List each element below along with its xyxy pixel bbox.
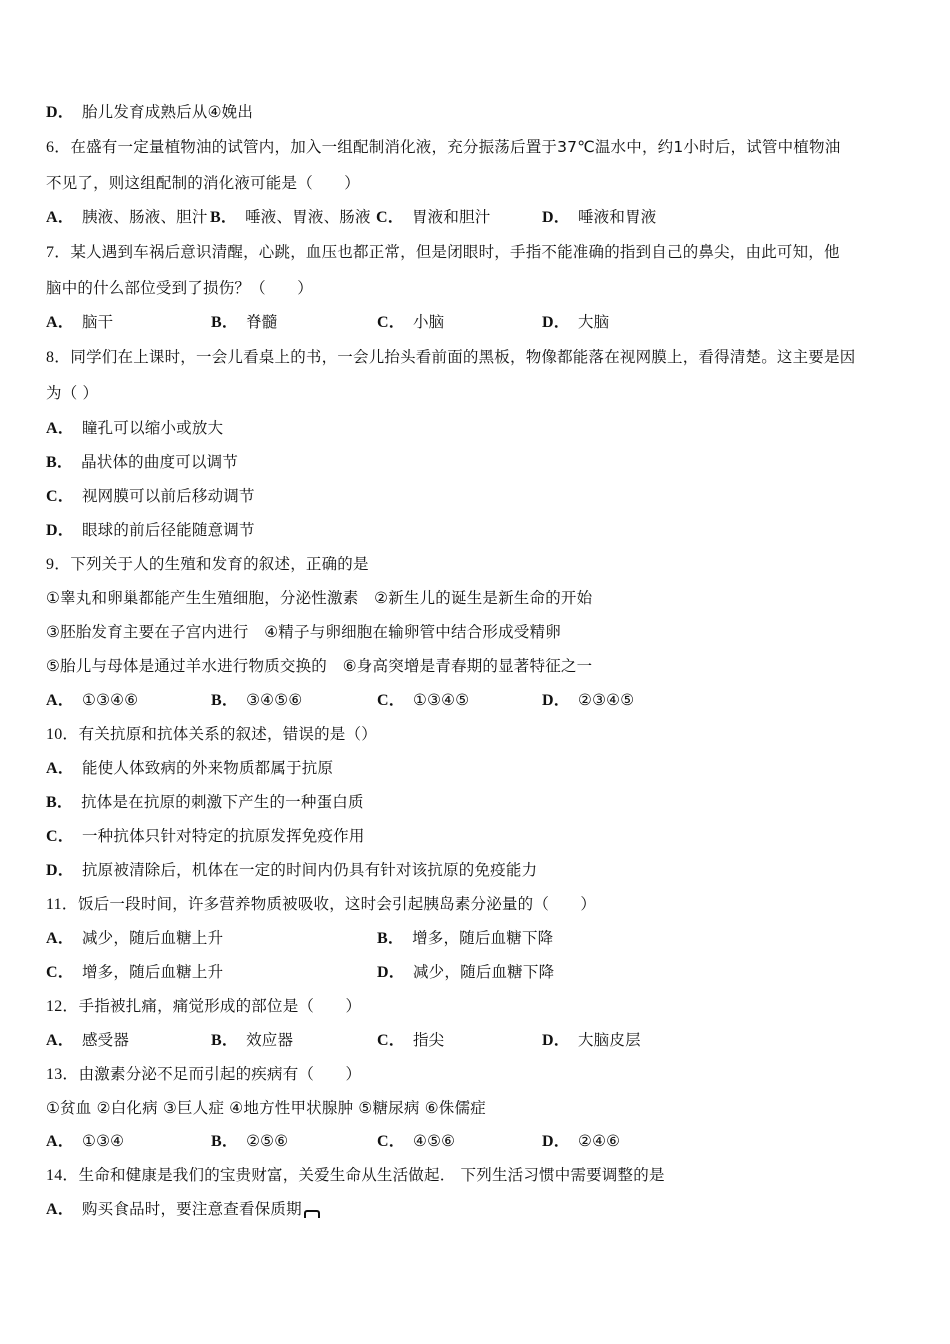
question-8-stem-cont: 为（ ） [46, 384, 99, 402]
question-12-stem: 12．手指被扎痛，痛觉形成的部位是（ ） [46, 997, 362, 1015]
question-6-stem-cont [46, 173, 360, 193]
option-d: D． 唾液和胃液 [542, 208, 657, 226]
option-a: A． 胰液、肠液、胆汁 [46, 208, 208, 226]
option-a: A． 瞳孔可以缩小或放大 [46, 419, 224, 437]
option-c: C． 增多，随后血糖上升 [46, 963, 224, 981]
option-b: B． ③④⑤⑥ [211, 691, 303, 709]
question-14-stem: 14．生命和健康是我们的宝贵财富，关爱生命从生活做起． 下列生活习惯中需要调整的是 [46, 1166, 665, 1184]
option-b: B． 抗体是在抗原的刺激下产生的一种蛋白质 [46, 793, 364, 811]
question-7-stem: 7．某人遇到车祸后意识清醒，心跳，血压也都正常，但是闭眼时，手指不能准确的指到自己的鼻尖，由此可知，他 [46, 243, 840, 261]
question-11-options-row1 [46, 928, 926, 948]
option-d: D． 抗原被清除后，机体在一定的时间内仍具有针对该抗原的免疫能力 [46, 861, 538, 879]
option-b: B． 增多，随后血糖下降 [377, 929, 554, 947]
question-6-stem [46, 137, 840, 158]
option-a: A． 减少，随后血糖上升 [46, 929, 224, 947]
option-c: C． ④⑤⑥ [377, 1132, 456, 1150]
option-c: C． ①③④⑤ [377, 691, 470, 709]
option-d: D． 减少，随后血糖下降 [377, 963, 555, 981]
question-13-stem: 13．由激素分泌不足而引起的疾病有（ ） [46, 1065, 362, 1083]
text-cursor-mark-icon [304, 1210, 320, 1218]
option-line [46, 102, 253, 123]
question-9-stem: 9．下列关于人的生殖和发育的叙述，正确的是 [46, 555, 369, 573]
option-b: B． 脊髓 [211, 313, 278, 331]
option-d: D． 眼球的前后径能随意调节 [46, 521, 255, 539]
option-c: C． 视网膜可以前后移动调节 [46, 487, 255, 505]
question-11-options-row2 [46, 962, 926, 982]
option-a: A． 脑干 [46, 313, 114, 331]
statement-line: ①贫血 ②白化病 ③巨人症 ④地方性甲状腺肿 ⑤糖尿病 ⑥侏儒症 [46, 1099, 486, 1117]
option-a: A． ①③④⑥ [46, 691, 139, 709]
question-text: 不见了，则这组配制的消化液可能是（ ） [46, 174, 361, 192]
option-d: D． ②④⑥ [542, 1132, 621, 1150]
statement-line: ①睾丸和卵巢都能产生生殖细胞，分泌性激素 ②新生儿的诞生是新生命的开始 [46, 589, 593, 607]
option-d: D． ②③④⑤ [542, 691, 635, 709]
question-11-stem: 11．饭后一段时间，许多营养物质被吸收，这时会引起胰岛素分泌量的（ ） [46, 895, 597, 913]
question-7-stem-cont: 脑中的什么部位受到了损伤？（ ） [46, 279, 313, 297]
question-6-options [46, 207, 926, 227]
option-d: D． 大脑皮层 [542, 1031, 641, 1049]
question-10-stem: 10．有关抗原和抗体关系的叙述，错误的是（） [46, 725, 377, 743]
question-9-options [46, 690, 926, 710]
option-c: C． 一种抗体只针对特定的抗原发挥免疫作用 [46, 827, 365, 845]
option-d: D． 大脑 [542, 313, 610, 331]
statement-line: ⑤胎儿与母体是通过羊水进行物质交换的 ⑥身高突增是青春期的显著特征之一 [46, 657, 593, 675]
option-b: B． 晶状体的曲度可以调节 [46, 453, 239, 471]
option-text: 胎儿发育成熟后从④娩出 [81, 103, 254, 121]
question-8-stem: 8．同学们在上课时，一会儿看桌上的书，一会儿抬头看前面的黑板，物像都能落在视网膜上，看得清楚。这主要是因 [46, 348, 856, 366]
question-12-options [46, 1030, 926, 1050]
option-c: C． 小脑 [377, 313, 445, 331]
question-7-options [46, 312, 926, 332]
option-c: C． 指尖 [377, 1031, 445, 1049]
option-b: B． 唾液、胃液、肠液 [210, 208, 371, 226]
option-a: A． 感受器 [46, 1031, 130, 1049]
question-text: 在盛有一定量植物油的试管内，加入一组配制消化液，充分振荡后置于37℃温水中，约1小时后，试管中植物油 [70, 138, 841, 156]
option-b: B． 效应器 [211, 1031, 294, 1049]
option-b: B． ②⑤⑥ [211, 1132, 289, 1150]
question-13-options [46, 1131, 926, 1151]
option-label: D． [46, 104, 74, 121]
option-a: A． ①③④ [46, 1132, 125, 1150]
option-a: A． 能使人体致病的外来物质都属于抗原 [46, 759, 334, 777]
statement-line: ③胚胎发育主要在子宫内进行 ④精子与卵细胞在输卵管中结合形成受精卵 [46, 623, 561, 641]
option-a: A． 购买食品时，要注意查看保质期 [46, 1199, 320, 1220]
question-number: 6． [46, 139, 71, 156]
option-c: C． 胃液和胆汁 [376, 208, 491, 226]
